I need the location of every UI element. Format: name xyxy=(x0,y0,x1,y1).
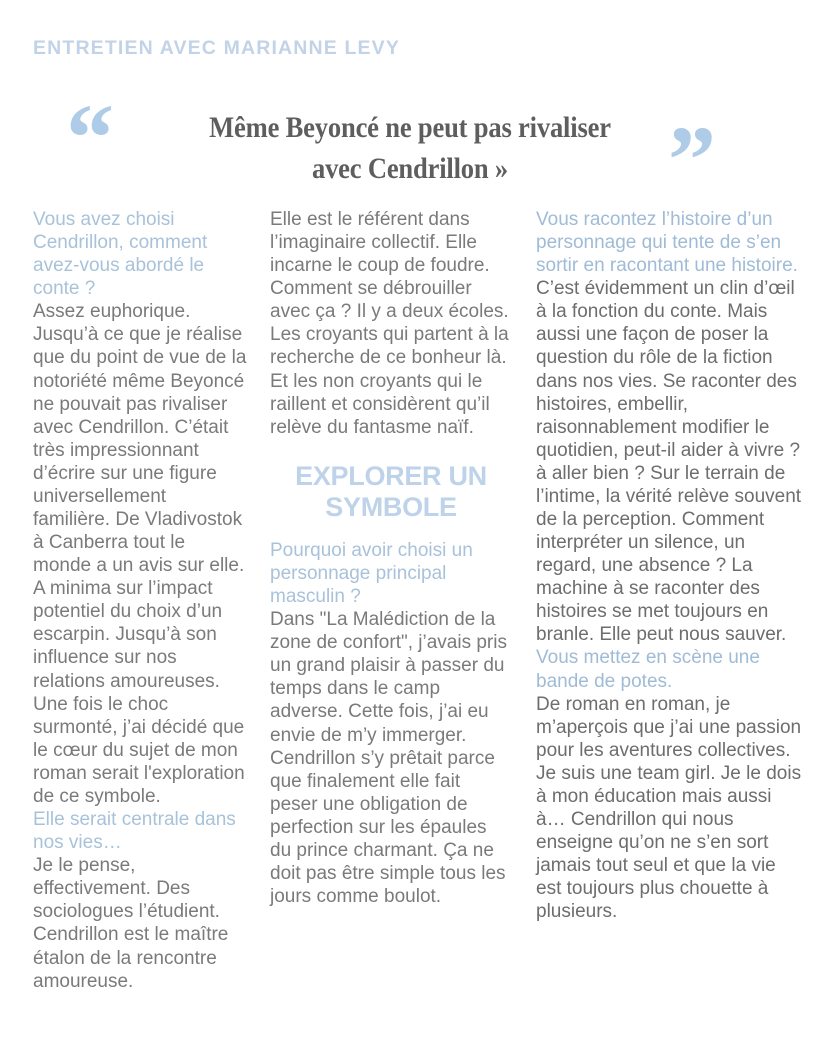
interview-answer: Dans "La Malédiction de la zone de confort", j’avais pris un grand plaisir à passer du temps dans le camp adverse. Cette fois, j’ai eu envie de m’y immerger. Cendrillon s’y prêtait parce que finalement elle fait peser une obligation de perfection sur les épaules du prince charmant. Ça ne doit pas être simple tous les jours comme boulot. xyxy=(270,609,507,908)
interview-answer: Elle est le référent dans l’imaginaire collectif. Elle incarne le coup de foudre. Comment se débrouiller avec ça ? Il y a deux écoles. Les croyants qui partent à la recherche de ce bonheur là. Et les non croyants qui le raillent et considèrent qu’il relève du fantasme naïf. xyxy=(270,209,509,438)
interview-answer: De roman en roman, je m’aperçois que j’ai une passion pour les aventures collectives. Je suis une team girl. Je le dois à mon éducation mais aussi à… Cendrillon qui nous enseigne qu’on ne s’en sort jamais tout seul et que la vie est toujours plus chouette à plusieurs. xyxy=(536,693,802,923)
pull-quote-headline xyxy=(176,108,644,189)
interview-question: Pourquoi avoir choisi un personnage principal masculin ? xyxy=(270,539,473,608)
interview-question: Vous avez choisi Cendrillon, comment avez-vous abordé le conte ? xyxy=(33,209,208,300)
close-quote-icon: ” xyxy=(668,106,716,213)
interview-question: Vous mettez en scène une bande de potes. xyxy=(536,647,760,692)
interview-answer: C’est évidemment un clin d’œil à la fonction du conte. Mais aussi une façon de poser la question du rôle de la fiction dans nos vies. Se raconter des histoires, embellir, raisonnablement modifier le quotidien, peut-il aider à vivre ? à aller bien ? Sur le terrain de l’intime, la vérité relève souvent de la perception. Comment interpréter un silence, un regard, une absence ? La machine à se raconter des histoires se met toujours en branle. Elle peut nous sauver. xyxy=(536,278,802,646)
open-quote-icon: “ xyxy=(66,84,114,191)
article-kicker: ENTRETIEN AVEC MARIANNE LEVY xyxy=(33,37,400,59)
article-columns xyxy=(0,208,816,1058)
interview-answer: Assez euphorique. Jusqu’à ce que je réalise que du point de vue de la notoriété même Beyoncé ne pouvait pas rivaliser avec Cendrillon. C’était très impressionnant d’écrire sur une figure universellement familière. De Vladivostok à Canberra tout le monde a un avis sur elle. A minima sur l’impact potentiel du choix d’un escarpin. Jusqu’à son influence sur nos relations amoureuses. Une fois le choc surmonté, j’ai décidé que le cœur du sujet de mon roman serait l'exploration de ce symbole. xyxy=(33,301,247,807)
article-column-1 xyxy=(0,208,264,993)
interview-question: Elle serait centrale dans nos vies… xyxy=(33,809,236,854)
pull-quote-line-2: avec Cendrillon » xyxy=(311,152,509,185)
article-column-2 xyxy=(264,208,528,908)
pull-quote-block xyxy=(0,84,816,213)
pull-quote-line-1: Même Beyoncé ne peut pas rivaliser xyxy=(209,112,611,144)
article-column-3 xyxy=(528,208,816,923)
interview-answer: Je le pense, effectivement. Des sociologues l’étudient. Cendrillon est le maître étalon de la rencontre amoureuse. xyxy=(33,855,229,992)
section-heading: EXPLORER UN SYMBOLE xyxy=(295,460,487,522)
interview-question: Vous racontez l’histoire d’un personnage qui tente de s’en sortir en racontant une histoire. xyxy=(536,209,798,277)
